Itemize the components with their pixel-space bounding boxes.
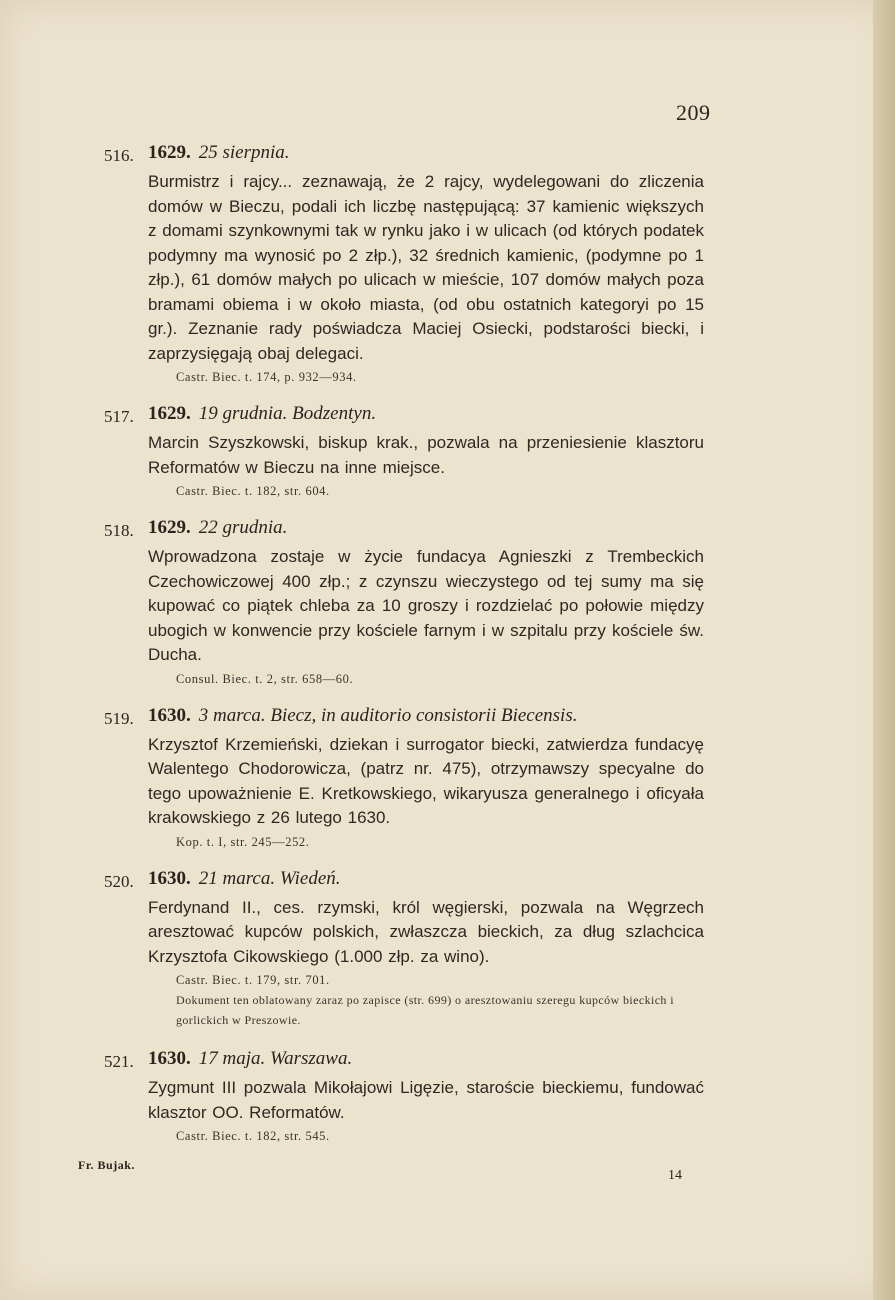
entry-year: 1630.: [148, 704, 191, 726]
entry-date: 17 maja. Warszawa.: [198, 1048, 353, 1069]
entry-body: Marcin Szyszkowski, biskup krak., pozwala na przeniesienie klasztoru Reformatów w Bieczu na inne miejsce.: [148, 433, 704, 477]
entry-date: 3 marca. Biecz, in auditorio consistorii Biecensis.: [198, 704, 578, 726]
entry-source: Kop. t. I, str. 245—252.: [176, 834, 310, 849]
entry-year: 1629.: [148, 517, 191, 538]
entry-heading: [148, 517, 287, 539]
entry-source: Castr. Biec. t. 179, str. 701.: [176, 973, 330, 987]
entry-date: 21 marca. Wiedeń.: [198, 867, 341, 889]
entry-518: [104, 517, 704, 687]
entry-heading: [148, 142, 290, 164]
entry-516: [104, 142, 704, 385]
entry-year: 1629.: [148, 403, 191, 424]
entry-number: 518.: [104, 521, 134, 540]
entry-year: 1630.: [148, 867, 191, 889]
sheet-number: 14: [668, 1168, 682, 1183]
entry-body: Wprowadzona zostaje w życie fundacya Agnieszki z Trembeckich Czechowiczowej 400 złp.; z czynszu wieczystego od tej sumy ma się kupować co piątek chleba za 10 groszy i rozdzielać po połowie między ubogich w konwencie przy kościele farnym i w szpitalu przy kościele św. Ducha.: [148, 547, 704, 664]
entry-heading: [148, 1048, 352, 1070]
entry-517: [104, 403, 704, 499]
entry-number: 519.: [104, 708, 134, 728]
entry-body: Ferdynand II., ces. rzymski, król węgierski, pozwala na Węgrzech aresztować kupców polskich, zwłaszcza bieckich, za dług szlachcica Krzysztofa Cikowskiego (1.000 złp. za wino).: [148, 897, 704, 966]
entry-date: 19 grudnia. Bodzentyn.: [198, 403, 377, 424]
entry-519: [104, 705, 704, 850]
entry-heading: [148, 868, 341, 890]
entries-list: [104, 142, 704, 1162]
page-edge: [873, 0, 895, 1300]
entry-number: 520.: [104, 871, 134, 891]
entry-520: [104, 868, 704, 1031]
entry-year: 1629.: [148, 142, 191, 163]
author-signature-mark: Fr. Bujak.: [78, 1158, 135, 1172]
entry-year: 1630.: [148, 1048, 191, 1069]
entry-source: Consul. Biec. t. 2, str. 658—60.: [176, 671, 354, 686]
entry-body: Burmistrz i rajcy... zeznawają, że 2 rajcy, wydelegowani do zliczenia domów w Bieczu, podali ich liczbę następującą: 37 kamienic większych z domami szynkownymi tak w rynku jako i w ulicach (od których podatek podymny ma wynosić po 2 złp.), 32 średnich kamienic, (podymne po 1 złp.), 61 domów małych po ulicach w mieście, 107 domów małych poza bramami obiema i w około miasta, (od obu ostatnich kategoryi po 15 gr.). Zeznanie rady poświadcza Maciej Osiecki, podstarości biecki, i zaprzysięgają obaj delegaci.: [148, 172, 704, 363]
entry-date: 25 sierpnia.: [198, 142, 290, 163]
entry-source: Castr. Biec. t. 182, str. 545.: [176, 1129, 330, 1143]
entry-date: 22 grudnia.: [198, 517, 288, 538]
entry-heading: [148, 403, 376, 425]
entry-521: [104, 1048, 704, 1144]
page-number: 209: [676, 100, 711, 125]
entry-note: Dokument ten oblatowany zaraz po zapisce (str. 699) o aresztowaniu szeregu kupców bieckich i gorlickich w Preszowie.: [176, 993, 674, 1027]
entry-number: 521.: [104, 1052, 134, 1071]
entry-body: Krzysztof Krzemieński, dziekan i surrogator biecki, zatwierdza fundacyę Walentego Chodorowicza, (patrz nr. 475), otrzymawszy specyalne do tego upoważnienie E. Kretkowskiego, wikaryusza generalnego i oficyała krakowskiego z 26 lutego 1630.: [148, 734, 704, 827]
entry-body: Zygmunt III pozwala Mikołajowi Ligęzie, staroście bieckiemu, fundować klasztor OO. Reformatów.: [148, 1078, 704, 1122]
entry-heading: [148, 705, 577, 727]
entry-number: 517.: [104, 407, 134, 426]
entry-source: Castr. Biec. t. 174, p. 932—934.: [176, 370, 357, 384]
entry-number: 516.: [104, 146, 134, 165]
entry-source: Castr. Biec. t. 182, str. 604.: [176, 484, 330, 498]
